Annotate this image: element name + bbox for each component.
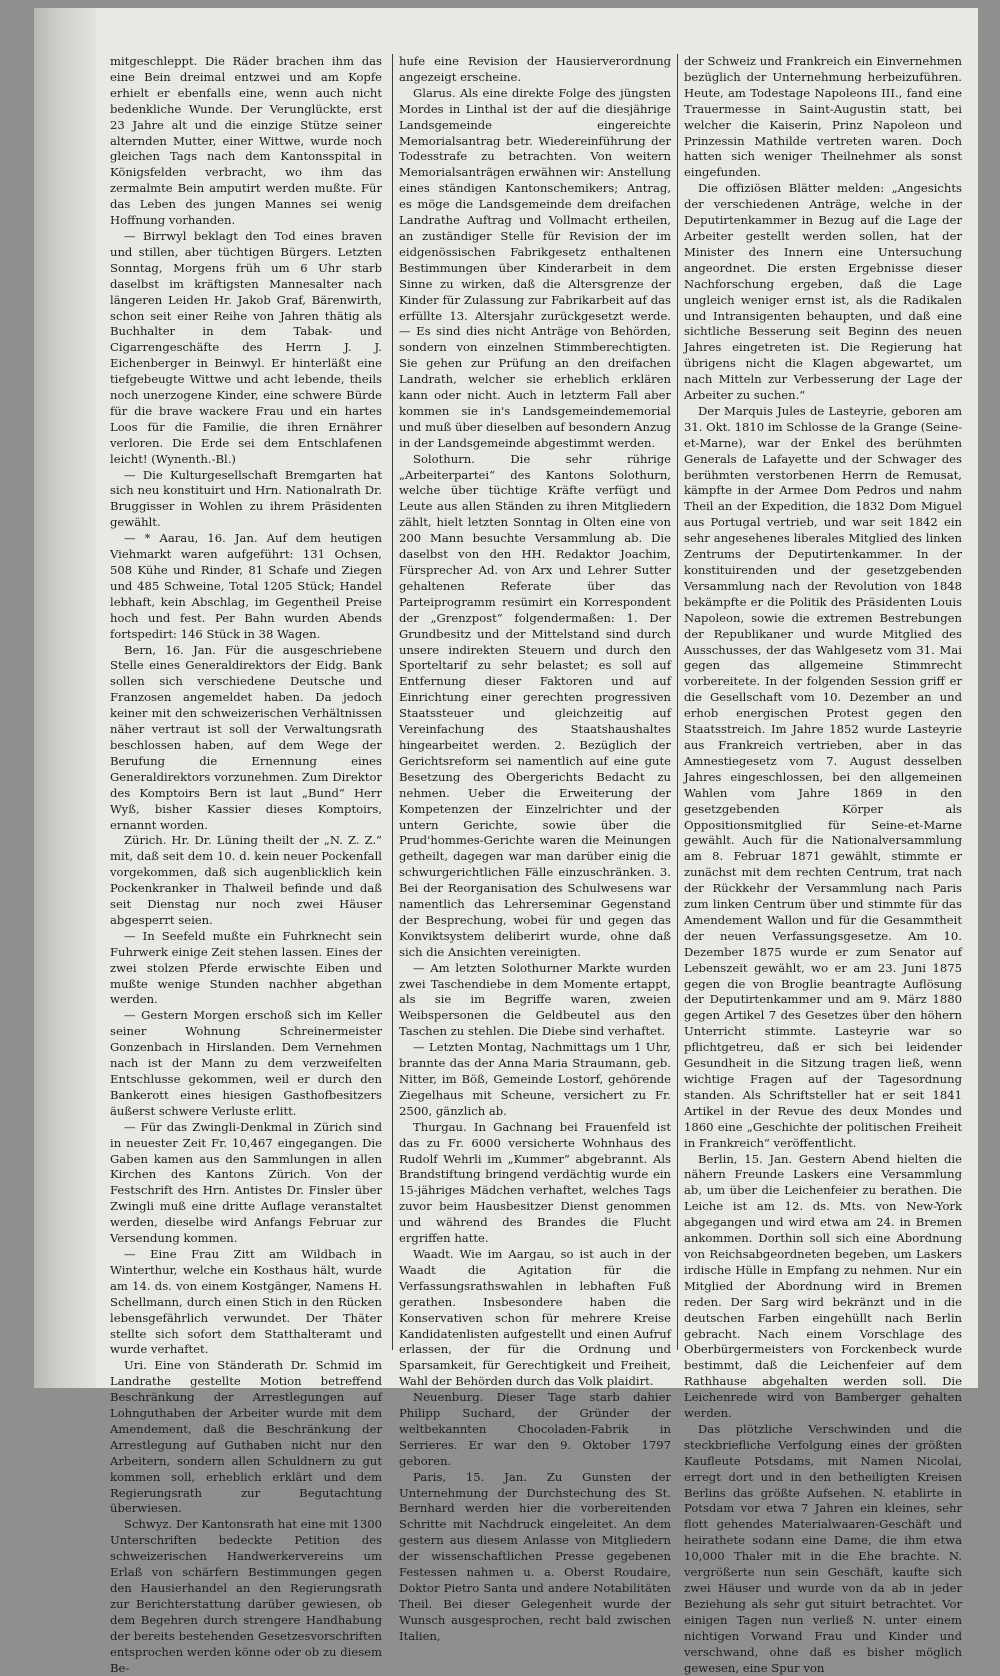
article-paragraph: Thurgau. In Gachnang bei Frauenfeld ist das zu Fr. 6000 versicherte Wohnhaus des Rudolf Wehrli im „Kummer“ abgebrannt. Als Brandstiftung bringend verdächtig wurde ein 15-jähriges Mädchen verhaftet, welches Tags zuvor beim Hausbesitzer Dienst genommen und während des Brandes die Flucht ergriffen hatte. [399,1119,671,1246]
article-paragraph: hufe eine Revision der Hausierverordnung angezeigt erscheine. [399,54,671,84]
article-paragraph: Uri. Eine von Ständerath Dr. Schmid im Landrathe gestellte Motion betreffend Beschränkung der Arrestlegungen auf Lohnguthaben der Arbeiter wurde mit dem Amendement, daß die Beschränkung der Arrestlegung auf Guthaben nicht nur den Arbeitern, sondern allen Schuldnern zu gut kommen soll, erheblich erklärt und dem Regierungsrath zur Begutachtung überwiesen. [110,1358,382,1516]
article-paragraph: — Letzten Montag, Nachmittags um 1 Uhr, brannte das der Anna Maria Straumann, geb. Nitter, im Böß, Gemeinde Lostorf, gehörende Ziegelhaus mit Scheune, versichert zu Fr. 2500, gänzlich ab. [399,1040,671,1118]
article-paragraph: — Für das Zwingli-Denkmal in Zürich sind in neuester Zeit Fr. 10,467 eingegangen. Die Gaben kamen aus den Sammlungen in allen Kirchen des Kantons Zürich. Von der Festschrift des Hrn. Antistes Dr. Finsler über Zwingli muß eine dritte Auflage veranstaltet werden, dieselbe wird Anfangs Februar zur Versendung kommen. [110,1119,382,1246]
article-paragraph: Paris, 15. Jan. Zu Gunsten der Unternehmung der Durchstechung des St. Bernhard werden hier die vorbereitenden Schritte mit Nachdruck eingeleitet. An dem gestern aus diesem Anlasse von Mitgliedern der wissenschaftlichen Presse gegebenen Festessen nahmen u. a. Oberst Roudaire, Doktor Pietro Santa und andere Notabilitäten Theil. Bei dieser Gelegenheit wurde der Wunsch ausgesprochen, recht bald zwischen Italien, [399,1469,671,1643]
column-rule [392,54,393,1350]
article-paragraph: — Birrwyl beklagt den Tod eines braven und stillen, aber tüchtigen Bürgers. Letzten Sonntag, Morgens früh um 6 Uhr starb daselbst im kräftigsten Mannesalter nach längeren Leiden Hr. Jakob Graf, Bärenwirth, schon seit einer Reihe von Jahren thätig als Buchhalter in dem Tabak- und Cigarrengeschäfte des Herrn J. J. Eichenberger in Beinwyl. Er hinterläßt eine tiefgebeugte Wittwe und acht lebende, theils noch unerzogene Kinder, eine schwere Bürde für die brave wackere Frau und ein hartes Loos für die Familie, die ihren Ernährer verloren. Die Erde sei dem Entschlafenen leicht! (Wynenth.-Bl.) [110,228,382,466]
newspaper-page [34,8,978,1675]
article-paragraph: — Gestern Morgen erschoß sich im Keller seiner Wohnung Schreinermeister Gonzenbach in Hirslanden. Dem Vernehmen nach ist der Mann zu dem verzweifelten Entschlusse gekommen, weil er durch den Bankerott eines hiesigen Gasthofbesitzers äußerst schwere Verluste erlitt. [110,1008,382,1118]
article-paragraph: Bern, 16. Jan. Für die ausgeschriebene Stelle eines Generaldirektors der Eidg. Bank sollen sich verschiedene Deutsche und Franzosen angemeldet haben. Da jedoch keiner mit den schweizerischen Verhältnissen näher vertraut ist soll der Verwaltungsrath beschlossen haben, auf dem Wege der Berufung die Ernennung eines Generaldirektors vorzunehmen. Zum Direktor des Komptoirs Bern ist laut „Bund“ Herr Wyß, bisher Kassier dieses Komptoirs, ernannt worden. [110,642,382,832]
article-paragraph: — In Seefeld mußte ein Fuhrknecht sein Fuhrwerk einige Zeit stehen lassen. Eines der zwei stolzen Pferde erwischte Eiben und mußte wenige Stunden nachher abgethan werden. [110,928,382,1007]
article-paragraph: Der Marquis Jules de Lasteyrie, geboren am 31. Okt. 1810 im Schlosse de la Grange (Seine-et-Marne), war der Enkel des berühmten Generals de Lafayette und der Schwager des berühmten verstorbenen Herrn de Remusat, kämpfte in der Armee Dom Pedros und nahm Theil an der Expedition, die 1832 Dom Miguel aus Portugal vertrieb, und war seit 1842 ein sehr angesehenes liberales Mitglied des linken Zentrums der Deputirtenkammer. In der konstituirenden und der gesetzgebenden Versammlung nach der Revolution von 1848 bekämpfte er die Politik des Präsidenten Louis Napoleon, sowie die extremen Bestrebungen der Republikaner und wurde Mitglied des Ausschusses, der das Wahlgesetz vom 31. Mai gegen das allgemeine Stimmrecht vorbereitete. In der folgenden Session griff er die Gesellschaft vom 10. Dezember an und erhob energischen Protest gegen den Staatsstreich. Im Jahre 1852 wurde Lasteyrie aus Frankreich vertrieben, aber in das Amnestiegesetz vom 7. August desselben Jahres eingeschlossen, bei den allgemeinen Wahlen vom Jahre 1869 in den gesetzgebenden Körper als Oppositionsmitglied für Seine-et-Marne gewählt. Auch für die Nationalversammlung am 8. Februar 1871 gewählt, stimmte er zunächst mit dem rechten Centrum, trat nach der Rückkehr der Versammlung nach Paris zum linken Centrum über und stimmte für das Amendement Wallon und für die Gesammtheit der neuen Verfassungsgesetze. Am 10. Dezember 1875 wurde er zum Senator auf Lebenszeit gewählt, wo er am 23. Juni 1875 gegen die von Broglie beantragte Auflösung der Deputirtenkammer und am 9. März 1880 gegen Artikel 7 des Gesetzes über den höhern Unterricht stimmte. Lasteyrie war so pflichtgetreu, daß er sich bei leidender Gesundheit in die Sitzung tragen ließ, wenn wichtige Fragen auf der Tagesordnung standen. Als Schriftsteller hat er seit 1841 Artikel in der Revue des deux Mondes und 1860 eine „Geschichte der politischen Freiheit in Frankreich“ veröffentlicht. [684,403,963,1150]
column-2 [399,54,671,1643]
column-3 [684,54,963,1675]
article-paragraph: Berlin, 15. Jan. Gestern Abend hielten die nähern Freunde Laskers eine Versammlung ab, um über die Leichenfeier zu berathen. Die Leiche ist am 12. ds. Mts. von New-York abgegangen und wird etwa am 24. in Bremen ankommen. Dorthin soll sich eine Abordnung von Reichsabgeordneten begeben, um Laskers irdische Hülle in Empfang zu nehmen. Nur ein Mitglied der Abordnung wird in Bremen reden. Der Sarg wird bekränzt und in die deutschen Farben eingehüllt nach Berlin gebracht. Nach einem Vorschlage des Oberbürgermeisters von Forckenbeck wurde bestimmt, daß die Leichenfeier auf dem Rathhause abgehalten werden soll. Die Leichenrede wird von Bamberger gehalten werden. [684,1151,962,1421]
article-paragraph: Die offiziösen Blätter melden: „Angesichts der verschiedenen Anträge, welche in der Deputirtenkammer in Bezug auf die Lage der Arbeiter gestellt werden sollen, hat der Minister des Innern eine Untersuchung angeordnet. Die ersten Ergebnisse dieser Nachforschung ergeben, daß die Lage ungleich weniger ernst ist, als die Radikalen und Intransigenten behaupten, und daß eine sichtliche Besserung seit Beginn des neuen Jahres eingetreten ist. Die Regierung hat übrigens nicht die Klagen abgewartet, um nach Mitteln zur Verbesserung der Lage der Arbeiter zu suchen.“ [684,181,962,403]
article-paragraph: Solothurn. Die sehr rührige „Arbeiterpartei“ des Kantons Solothurn, welche über tüchtige Kräfte verfügt und Leute aus allen Ständen zu ihren Mitgliedern zählt, hielt letzten Sonntag in Olten eine von 200 Mann besuchte Versammlung ab. Die daselbst von den HH. Redaktor Joachim, Fürsprecher Ad. von Arx und Lehrer Sutter gehaltenen Referate über das Parteiprogramm resümirt ein Korrespondent der „Grenzpost“ folgendermaßen: 1. Der Grundbesitz und der Mittelstand sind durch unsere indirekten Steuern und durch den Sporteltarif zu sehr belastet; es soll auf Entfernung dieser Faktoren und auf Einrichtung einer gerechten progressiven Staatssteuer und gleichzeitig auf Vereinfachung des Staatshaushaltes hingearbeitet werden. 2. Bezüglich der Gerichtsreform sei namentlich auf eine gute Besetzung des Obergerichts Bedacht zu nehmen. Ueber die Erweiterung der Kompetenzen der Einzelrichter und der untern Gerichte, sowie über die Prud'hommes-Gerichte waren die Meinungen getheilt, dagegen war man darüber einig die schwurgerichtlichen Fälle einzuschränken. 3. Bei der Reorganisation des Schulwesens war namentlich das Lehrerseminar Gegenstand der Besprechung, wobei für und gegen das Konviktsystem deliberirt wurde, ohne daß sich die Ansichten vereinigten. [399,451,671,959]
article-paragraph: der Schweiz und Frankreich ein Einvernehmen bezüglich der Unternehmung herbeizuführen. Heute, am Todestage Napoleons III., fand eine Trauermesse in Saint-Augustin statt, bei welcher die Kaiserin, Prinz Napoleon und Prinzessin Mathilde vertreten waren. Doch hatten sich weniger Theilnehmer als sonst eingefunden. [684,54,962,180]
article-paragraph: — * Aarau, 16. Jan. Auf dem heutigen Viehmarkt waren aufgeführt: 131 Ochsen, 508 Kühe und Rinder, 81 Schafe und Ziegen und 485 Schweine, Total 1205 Stück; Handel lebhaft, kein Abschlag, im Gegentheil Preise hoch und fest. Per Bahn wurden Abends fortspedirt: 146 Stück in 38 Wagen. [110,531,382,641]
page-fold-shadow [34,8,96,1388]
article-paragraph: Glarus. Als eine direkte Folge des jüngsten Mordes in Linthal ist der auf die diesjährige Landsgemeinde eingereichte Memorialsantrag betr. Wiedereinführung der Todesstrafe zu betrachten. Von weitern Memorialsanträgen erwähnen wir: Anstellung eines ständigen Kantonschemikers; Antrag, es möge die Landsgemeinde dem dreifachen Landrathe Auftrag und Vollmacht ertheilen, an zuständiger Stelle für Revision der im eidgenössischen Fabrikgesetz enthaltenen Bestimmungen über Kinderarbeit in dem Sinne zu wirken, daß die Altersgrenze der Kinder für Zulassung zur Fabrikarbeit auf das erfüllte 13. Altersjahr zurückgesetzt werde. — Es sind dies nicht Anträge von Behörden, sondern von einzelnen Stimmberechtigten. Sie gehen zur Prüfung an den dreifachen Landrath, welcher sie erheblich erklären kann oder nicht. Auch in letzterm Fall aber kommen sie in's Landsgemeindememorial und muß über dieselben auf besondern Anzug in der Landsgemeinde abgestimmt werden. [399,85,671,450]
article-paragraph: — Am letzten Solothurner Markte wurden zwei Taschendiebe in dem Momente ertappt, als sie im Begriffe waren, zweien Weibspersonen die Geldbeutel aus den Taschen zu stehlen. Die Diebe sind verhaftet. [399,960,671,1039]
column-1 [110,54,382,1675]
article-paragraph: Zürich. Hr. Dr. Lüning theilt der „N. Z. Z.“ mit, daß seit dem 10. d. kein neuer Pockenfall vorgekommen, daß sich augenblicklich kein Pockenkranker in Thalweil befinde und daß seit Dienstag nur noch zwei Häuser abgesperrt seien. [110,833,382,927]
article-paragraph: Das plötzliche Verschwinden und die steckbriefliche Verfolgung eines der größten Kaufleute Potsdams, mit Namen Nicolai, erregt dort und in den betheiligten Kreisen Berlins das größte Aufsehen. N. etablirte in Potsdam vor etwa 7 Jahren ein kleines, sehr flott gehendes Materialwaaren-Geschäft und heirathete sodann eine Dame, die ihm etwa 10,000 Thaler mit in die Ehe brachte. N. vergrößerte nun sein Geschäft, kaufte sich zwei Häuser und wurde von da ab in jeder Beziehung als sehr gut situirt betrachtet. Vor einigen Tagen nun verließ N. unter einem nichtigen Vorwand Frau und Kinder und verschwand, ohne daß es bisher möglich gewesen, eine Spur von [684,1421,962,1675]
article-paragraph: — Eine Frau Zitt am Wildbach in Winterthur, welche ein Kosthaus hält, wurde am 14. ds. von einem Kostgänger, Namens H. Schellmann, durch einen Stich in den Rücken lebensgefährlich verwundet. Der Thäter stellte sich sofort dem Statthalteramt und wurde verhaftet. [110,1246,382,1357]
article-paragraph: — Die Kulturgesellschaft Bremgarten hat sich neu konstituirt und Hrn. Nationalrath Dr. Bruggisser in Wohlen zu ihrem Präsidenten gewählt. [110,467,382,530]
article-paragraph: Waadt. Wie im Aargau, so ist auch in der Waadt die Agitation für die Verfassungsrathswahlen in lebhaften Fuß gerathen. Insbesondere haben die Konservativen schon für mehrere Kreise Kandidatenlisten aufgestellt und einen Aufruf erlassen, der für die Ordnung und Sparsamkeit, für Gerechtigkeit und Freiheit, Wahl der Behörden durch das Volk plaidirt. [399,1246,671,1389]
column-rule [677,54,678,1350]
article-paragraph: mitgeschleppt. Die Räder brachen ihm das eine Bein dreimal entzwei und am Kopfe erhielt er ebenfalls eine, wenn auch nicht bedenkliche Wunde. Der Verunglückte, erst 23 Jahre alt und die einzige Stütze seiner alternden Mutter, einer Wittwe, wurde noch gleichen Tags nach dem Kantonsspital in Königsfelden verbracht, wo ihm das zermalmte Bein amputirt werden mußte. Für das Leben des jungen Mannes sei wenig Hoffnung vorhanden. [110,54,382,228]
article-paragraph: Neuenburg. Dieser Tage starb dahier Philipp Suchard, der Gründer der weltbekannten Chocoladen-Fabrik in Serrieres. Er war den 9. Oktober 1797 geboren. [399,1390,671,1468]
article-paragraph: Schwyz. Der Kantonsrath hat eine mit 1300 Unterschriften bedeckte Petition des schweizerischen Handwerkervereins um Erlaß von schärfern Bestimmungen gegen den Hausierhandel an den Regierungsrath zur Berichterstattung darüber gewiesen, ob dem Begehren durch strengere Handhabung der bereits bestehenden Gesetzesvorschriften entsprochen werden könne oder ob zu diesem Be- [110,1517,382,1675]
